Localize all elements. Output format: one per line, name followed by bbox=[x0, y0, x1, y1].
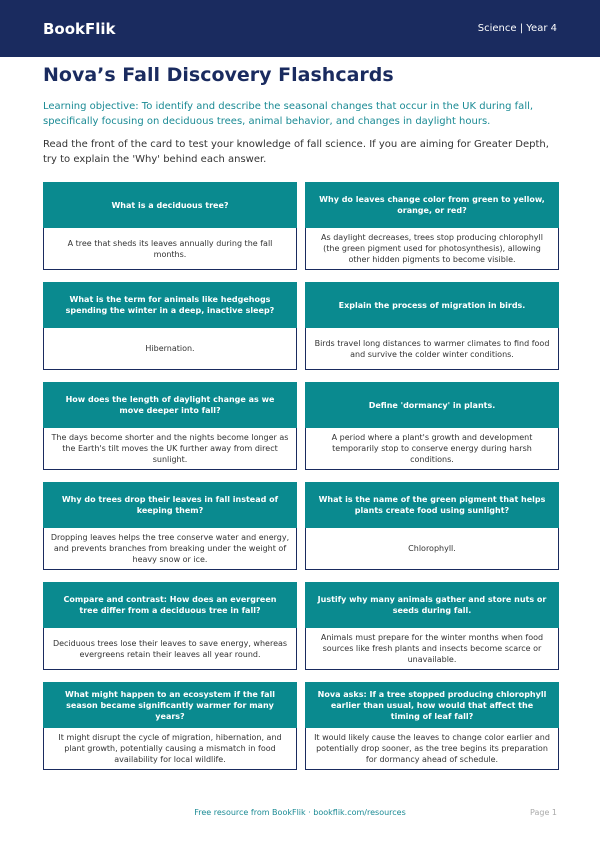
card-question: What is the term for animals like hedgehogs spending the winter in a deep, inactive sleep? bbox=[43, 282, 297, 328]
page-header bbox=[0, 0, 600, 57]
card-answer: Birds travel long distances to warmer climates to find food and survive the colder winter conditions. bbox=[305, 328, 559, 370]
card-question: How does the length of daylight change as we move deeper into fall? bbox=[43, 382, 297, 428]
card-answer: As daylight decreases, trees stop producing chlorophyll (the green pigment used for photosynthesis), allowing other hidden pigments to become visible. bbox=[305, 228, 559, 270]
flashcard bbox=[43, 282, 297, 370]
footer-link[interactable]: Free resource from BookFlik · bookflik.com/resources bbox=[194, 808, 406, 817]
card-answer: A period where a plant's growth and development temporarily stop to conserve energy during harsh conditions. bbox=[305, 428, 559, 470]
card-question: Compare and contrast: How does an evergreen tree differ from a deciduous tree in fall? bbox=[43, 582, 297, 628]
page-footer bbox=[0, 808, 600, 822]
flashcard-grid bbox=[43, 182, 559, 770]
card-answer: Deciduous trees lose their leaves to save energy, whereas evergreens retain their leaves all year round. bbox=[43, 628, 297, 670]
card-question: Why do trees drop their leaves in fall instead of keeping them? bbox=[43, 482, 297, 528]
learning-objective: Learning objective: To identify and describe the seasonal changes that occur in the UK during fall, specifically focusing on deciduous trees, animal behavior, and changes in daylight hours. bbox=[43, 101, 534, 127]
card-question: Justify why many animals gather and store nuts or seeds during fall. bbox=[305, 582, 559, 628]
card-question: Define 'dormancy' in plants. bbox=[305, 382, 559, 428]
flashcard bbox=[43, 182, 297, 270]
card-answer: Dropping leaves helps the tree conserve water and energy, and prevents branches from breaking under the weight of heavy snow or ice. bbox=[43, 528, 297, 570]
flashcard bbox=[43, 482, 297, 570]
brand-logo[interactable]: BookFlik bbox=[43, 19, 116, 38]
card-question: Why do leaves change color from green to yellow, orange, or red? bbox=[305, 182, 559, 228]
subject-year: Science | Year 4 bbox=[477, 23, 557, 34]
card-answer: Chlorophyll. bbox=[305, 528, 559, 570]
flashcard bbox=[305, 182, 559, 270]
flashcard bbox=[305, 282, 559, 370]
card-answer: Animals must prepare for the winter months when food sources like fresh plants and insects become scarce or unavailable. bbox=[305, 628, 559, 670]
flashcard bbox=[305, 482, 559, 570]
card-question: Explain the process of migration in birds. bbox=[305, 282, 559, 328]
page-title: Nova’s Fall Discovery Flashcards bbox=[43, 64, 394, 86]
instructions: Read the front of the card to test your knowledge of fall science. If you are aiming for Greater Depth, try to explain the 'Why' behind each answer. bbox=[43, 139, 549, 165]
card-question: Nova asks: If a tree stopped producing chlorophyll earlier than usual, how would that affect the timing of leaf fall? bbox=[305, 682, 559, 728]
flashcard bbox=[43, 582, 297, 670]
card-answer: A tree that sheds its leaves annually during the fall months. bbox=[43, 228, 297, 270]
card-answer: It might disrupt the cycle of migration, hibernation, and plant growth, potentially causing a mismatch in food availability for local wildlife. bbox=[43, 728, 297, 770]
flashcard bbox=[305, 682, 559, 770]
page-number: Page 1 bbox=[530, 808, 557, 817]
card-answer: Hibernation. bbox=[43, 328, 297, 370]
card-question: What is the name of the green pigment that helps plants create food using sunlight? bbox=[305, 482, 559, 528]
card-answer: The days become shorter and the nights become longer as the Earth's tilt moves the UK further away from direct sunlight. bbox=[43, 428, 297, 470]
flashcard bbox=[43, 682, 297, 770]
flashcard bbox=[305, 582, 559, 670]
card-answer: It would likely cause the leaves to change color earlier and potentially drop sooner, as the tree begins its preparation for dormancy ahead of schedule. bbox=[305, 728, 559, 770]
card-question: What might happen to an ecosystem if the fall season became significantly warmer for many years? bbox=[43, 682, 297, 728]
card-question: What is a deciduous tree? bbox=[43, 182, 297, 228]
flashcard bbox=[305, 382, 559, 470]
flashcard bbox=[43, 382, 297, 470]
